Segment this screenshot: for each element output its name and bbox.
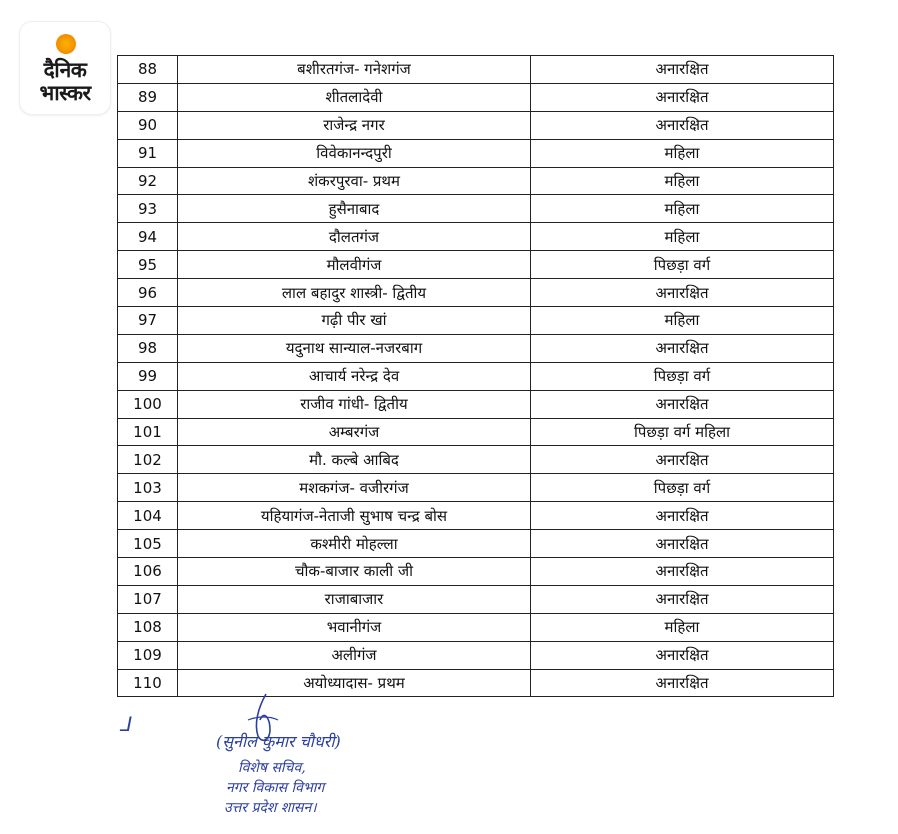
table-row [118, 139, 834, 167]
ward-name-cell: लाल बहादुर शास्त्री- द्वितीय [178, 279, 531, 307]
reservation-category-cell: अनारक्षित [531, 585, 834, 613]
reservation-category-cell: अनारक्षित [531, 530, 834, 558]
ward-number-cell: 110 [118, 669, 178, 697]
ward-name-cell: राजेन्द्र नगर [178, 111, 531, 139]
ward-name-cell: विवेकानन्दपुरी [178, 139, 531, 167]
table-row [118, 613, 834, 641]
signatory-department: नगर विकास विभाग [226, 780, 325, 796]
reservation-category-cell: महिला [531, 167, 834, 195]
ward-number-cell: 107 [118, 585, 178, 613]
ward-number-cell: 100 [118, 390, 178, 418]
ward-name-cell: बशीरतगंज- गनेशगंज [178, 56, 531, 84]
reservation-category-cell: अनारक्षित [531, 558, 834, 586]
table-row [118, 390, 834, 418]
ward-name-cell: अलीगंज [178, 641, 531, 669]
table-row [118, 641, 834, 669]
table-row [118, 251, 834, 279]
reservation-category-cell: अनारक्षित [531, 502, 834, 530]
table-row [118, 474, 834, 502]
reservation-category-cell: महिला [531, 307, 834, 335]
signatory-designation: विशेष सचिव, [238, 760, 306, 776]
ward-name-cell: मौ. कल्बे आबिद [178, 446, 531, 474]
ward-number-cell: 97 [118, 307, 178, 335]
ward-number-cell: 95 [118, 251, 178, 279]
ward-name-cell: दौलतगंज [178, 223, 531, 251]
reservation-category-cell: अनारक्षित [531, 390, 834, 418]
ward-number-cell: 102 [118, 446, 178, 474]
table-row [118, 585, 834, 613]
ward-number-cell: 92 [118, 167, 178, 195]
ward-number-cell: 94 [118, 223, 178, 251]
table-row [118, 307, 834, 335]
table-row [118, 334, 834, 362]
signatory-name: (सुनील कुमार चौधरी) [216, 732, 341, 751]
ward-name-cell: राजीव गांधी- द्वितीय [178, 390, 531, 418]
logo-line-2: भास्कर [39, 81, 91, 105]
table-row [118, 223, 834, 251]
ward-name-cell: अम्बरगंज [178, 418, 531, 446]
ward-name-cell: शंकरपुरवा- प्रथम [178, 167, 531, 195]
table-row [118, 502, 834, 530]
ward-name-cell: मशकगंज- वजीरगंज [178, 474, 531, 502]
ward-name-cell: यहियागंज-नेताजी सुभाष चन्द्र बोस [178, 502, 531, 530]
reservation-category-cell: पिछड़ा वर्ग महिला [531, 418, 834, 446]
table-row [118, 446, 834, 474]
sun-icon [56, 34, 76, 54]
table-row [118, 83, 834, 111]
reservation-category-cell: अनारक्षित [531, 111, 834, 139]
ward-number-cell: 91 [118, 139, 178, 167]
ward-name-cell: गढ़ी पीर खां [178, 307, 531, 335]
ward-number-cell: 98 [118, 334, 178, 362]
ward-number-cell: 109 [118, 641, 178, 669]
table-row [118, 558, 834, 586]
ward-number-cell: 89 [118, 83, 178, 111]
ward-number-cell: 99 [118, 362, 178, 390]
ward-reservation-table [117, 55, 834, 697]
reservation-category-cell: महिला [531, 223, 834, 251]
ward-number-cell: 103 [118, 474, 178, 502]
table-row [118, 362, 834, 390]
ward-name-cell: कश्मीरी मोहल्ला [178, 530, 531, 558]
ward-number-cell: 105 [118, 530, 178, 558]
reservation-category-cell: पिछड़ा वर्ग [531, 474, 834, 502]
reservation-category-cell: अनारक्षित [531, 641, 834, 669]
ward-name-cell: हुसैनाबाद [178, 195, 531, 223]
reservation-category-cell: पिछड़ा वर्ग [531, 362, 834, 390]
table-row [118, 530, 834, 558]
dainik-bhaskar-logo [20, 22, 110, 114]
reservation-category-cell: अनारक्षित [531, 446, 834, 474]
ward-name-cell: राजाबाजार [178, 585, 531, 613]
ward-number-cell: 90 [118, 111, 178, 139]
ward-name-cell: मौलवीगंज [178, 251, 531, 279]
reservation-category-cell: महिला [531, 195, 834, 223]
ward-name-cell: भवानीगंज [178, 613, 531, 641]
ward-number-cell: 104 [118, 502, 178, 530]
table-row [118, 56, 834, 84]
reservation-category-cell: अनारक्षित [531, 83, 834, 111]
table-row [118, 418, 834, 446]
ward-name-cell: शीतलादेवी [178, 83, 531, 111]
signature-block [208, 690, 368, 830]
reservation-category-cell: अनारक्षित [531, 334, 834, 362]
table-row [118, 167, 834, 195]
tick-mark-icon: ᒧ [120, 712, 133, 736]
ward-number-cell: 101 [118, 418, 178, 446]
ward-number-cell: 88 [118, 56, 178, 84]
table-row [118, 195, 834, 223]
ward-number-cell: 93 [118, 195, 178, 223]
signatory-government: उत्तर प्रदेश शासन। [224, 800, 317, 816]
reservation-category-cell: अनारक्षित [531, 669, 834, 697]
reservation-category-cell: महिला [531, 139, 834, 167]
ward-number-cell: 108 [118, 613, 178, 641]
ward-name-cell: आचार्य नरेन्द्र देव [178, 362, 531, 390]
table-row [118, 279, 834, 307]
ward-name-cell: अयोध्यादास- प्रथम [178, 669, 531, 697]
reservation-category-cell: अनारक्षित [531, 56, 834, 84]
ward-name-cell: यदुनाथ सान्याल-नजरबाग [178, 334, 531, 362]
ward-name-cell: चौक-बाजार काली जी [178, 558, 531, 586]
reservation-category-cell: अनारक्षित [531, 279, 834, 307]
logo-line-1: दैनिक [43, 58, 87, 82]
reservation-category-cell: पिछड़ा वर्ग [531, 251, 834, 279]
ward-number-cell: 106 [118, 558, 178, 586]
ward-number-cell: 96 [118, 279, 178, 307]
reservation-category-cell: महिला [531, 613, 834, 641]
table-row [118, 111, 834, 139]
